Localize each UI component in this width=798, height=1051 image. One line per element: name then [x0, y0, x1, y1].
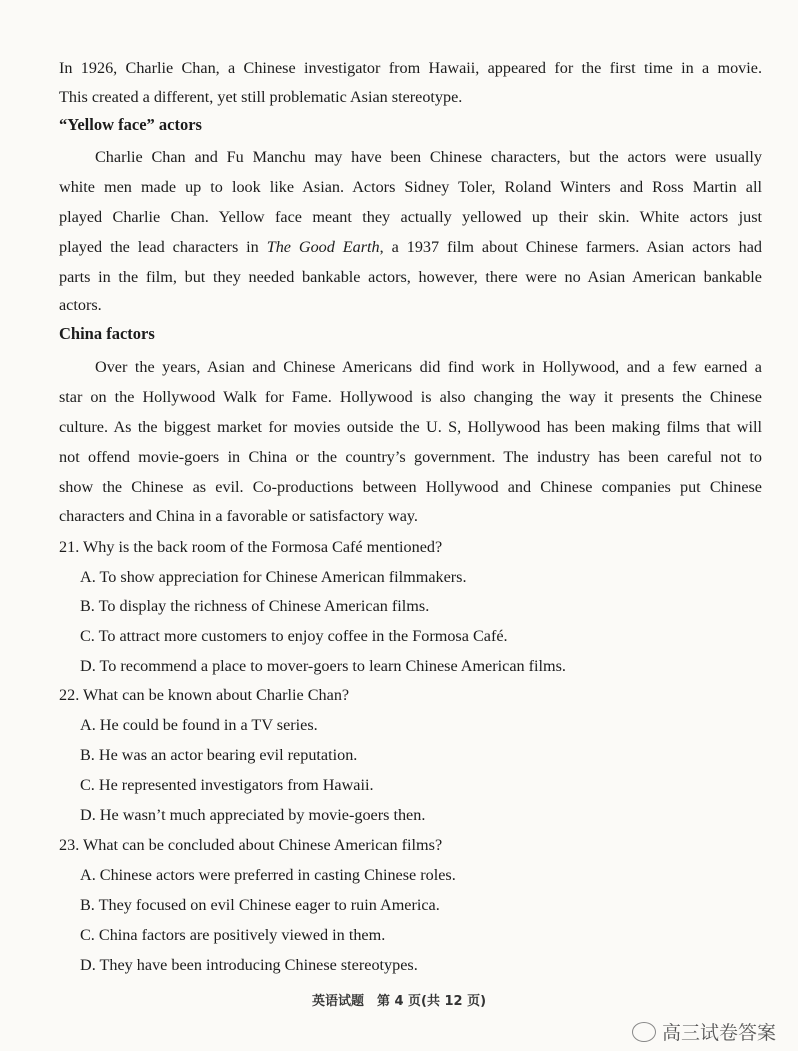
- text-line: played Charlie Chan. Yellow face meant they actually yellowed up their skin. White actors just: [59, 208, 762, 226]
- text-line: Over the years, Asian and Chinese Americans did find work in Hollywood, and a few earned a: [95, 358, 762, 376]
- wechat-icon: [632, 1022, 656, 1042]
- question-stem: 22. What can be known about Charlie Chan?: [59, 686, 350, 704]
- option-d: D. He wasn’t much appreciated by movie-goers then.: [80, 806, 426, 824]
- page-footer: 英语试题 第 4 页(共 12 页): [311, 994, 487, 1009]
- option-d: D. They have been introducing Chinese stereotypes.: [80, 956, 418, 974]
- section-heading-china-factors: China factors: [59, 324, 155, 343]
- option-a: A. Chinese actors were preferred in casting Chinese roles.: [80, 866, 456, 884]
- option-a: A. To show appreciation for Chinese American filmmakers.: [80, 568, 467, 586]
- text-line: In 1926, Charlie Chan, a Chinese investigator from Hawaii, appeared for the first time in a movie.: [59, 59, 762, 77]
- film-title: The Good Earth: [266, 238, 380, 256]
- question-stem: 21. Why is the back room of the Formosa Café mentioned?: [59, 538, 443, 556]
- text-line: show the Chinese as evil. Co-productions between Hollywood and Chinese companies put Chinese: [59, 478, 762, 496]
- text-line: not offend movie-goers in China or the country’s government. The industry has been careful not to: [59, 448, 762, 466]
- option-a: A. He could be found in a TV series.: [80, 716, 318, 734]
- watermark: [632, 1018, 776, 1045]
- text-line: characters and China in a favorable or satisfactory way.: [59, 507, 418, 525]
- text-span: , a 1937 film about Chinese farmers. Asian actors had: [379, 238, 763, 256]
- option-c: C. He represented investigators from Hawaii.: [80, 776, 374, 794]
- text-line: parts in the film, but they needed bankable actors, however, there were no Asian American bankable: [59, 268, 762, 286]
- option-b: B. To display the richness of Chinese American films.: [80, 597, 430, 615]
- option-b: B. They focused on evil Chinese eager to ruin America.: [80, 896, 440, 914]
- text-span: played the lead characters in: [59, 238, 259, 256]
- option-b: B. He was an actor bearing evil reputation.: [80, 746, 358, 764]
- text-line: [59, 237, 762, 257]
- section-heading-yellow-face: “Yellow face” actors: [59, 115, 202, 134]
- option-c: C. To attract more customers to enjoy coffee in the Formosa Café.: [80, 627, 508, 645]
- text-line: Charlie Chan and Fu Manchu may have been Chinese characters, but the actors were usually: [95, 148, 762, 166]
- text-line: actors.: [59, 296, 102, 314]
- question-stem: 23. What can be concluded about Chinese American films?: [59, 836, 443, 854]
- text-line: culture. As the biggest market for movies outside the U. S, Hollywood has been making films that will: [59, 418, 762, 436]
- text-line: star on the Hollywood Walk for Fame. Hollywood is also changing the way it presents the Chinese: [59, 388, 762, 406]
- watermark-text: 高三试卷答案: [662, 1022, 777, 1044]
- option-d: D. To recommend a place to mover-goers to learn Chinese American films.: [80, 657, 566, 675]
- text-line: This created a different, yet still problematic Asian stereotype.: [59, 88, 463, 106]
- option-c: C. China factors are positively viewed in them.: [80, 926, 386, 944]
- text-line: white men made up to look like Asian. Actors Sidney Toler, Roland Winters and Ross Martin all: [59, 178, 762, 196]
